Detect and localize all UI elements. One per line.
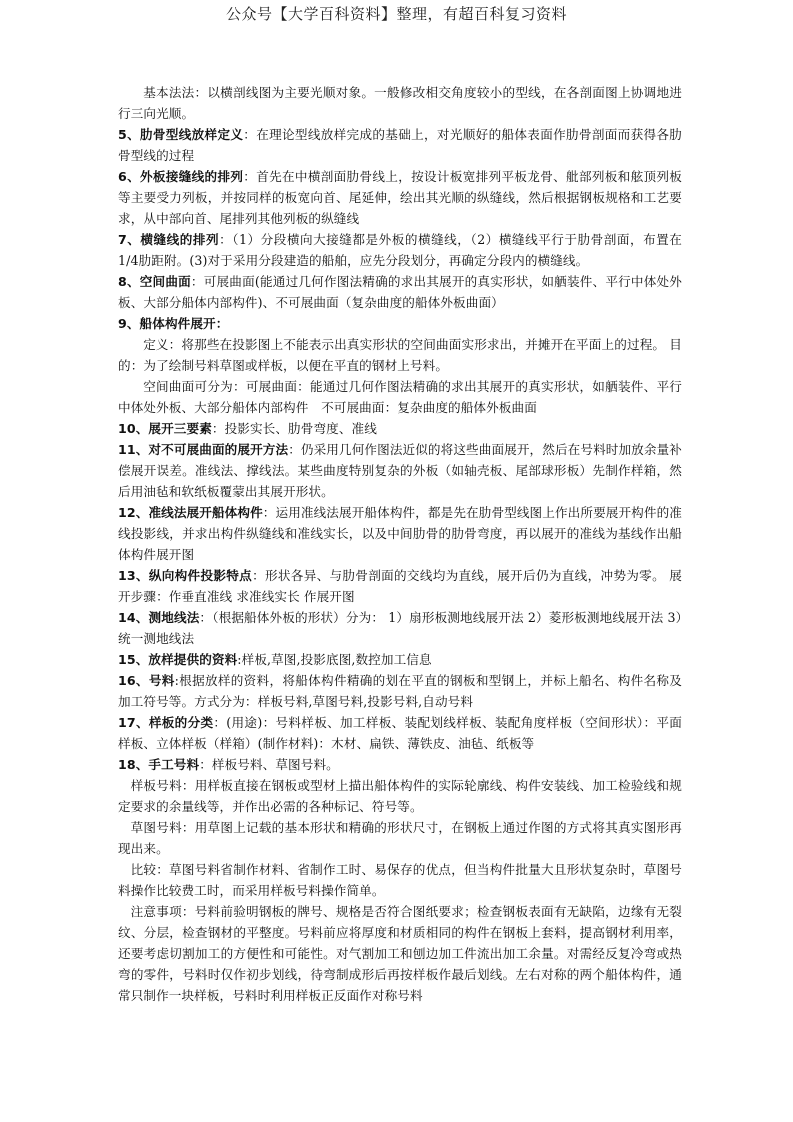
paragraph-text: ：运用准线法展开船体构件，都是先在肋骨型线图上作出所要展开构件的准线投影线，并求出构件纵缝线和准线实长，以及中间肋骨的肋骨弯度，再以展开的准线为基线作出船体构件展开图 bbox=[118, 505, 682, 562]
paragraph-text: :样板,草图,投影底图,数控加工信息 bbox=[237, 652, 432, 667]
section-heading: 13、纵向构件投影特点 bbox=[118, 568, 253, 583]
paragraph bbox=[118, 670, 682, 712]
paragraph bbox=[118, 817, 682, 859]
section-heading: 6、外板接缝线的排列 bbox=[118, 169, 244, 184]
paragraph-text: ：（根据船体外板的形状）分为： 1）扇形板测地线展开法 2）菱形板测地线展开法 3）统一测地线法 bbox=[118, 610, 682, 646]
paragraph-text: 定义：将那些在投影图上不能表示出真实形状的空间曲面实形求出，并摊开在平面上的过程。 目的：为了绘制号料草图或样板，以便在平直的钢材上号料。 bbox=[118, 337, 682, 373]
section-heading: 8、空间曲面 bbox=[118, 274, 191, 289]
page-header: 公众号【大学百科资料】整理，有超百科复习资料 bbox=[225, 5, 567, 23]
paragraph-text: ：样板号料、草图号料。 bbox=[199, 757, 339, 772]
paragraph bbox=[118, 376, 682, 418]
paragraph-text: 基本法法：以横剖线图为主要光顺对象。一般修改相交角度较小的型线，在各剖面图上协调地进行三向光顺。 bbox=[118, 85, 682, 121]
section-heading: 7、横缝线的排列 bbox=[118, 232, 220, 247]
paragraph-text: ：形状各异、与肋骨剖面的交线均为直线，展开后仍为直线，冲势为零。 展开步骤：作垂直准线 求准线实长 作展开图 bbox=[118, 568, 682, 604]
paragraph-text: 草图号料：用草图上记载的基本形状和精确的形状尺寸，在钢板上通过作图的方式将其真实图形再现出来。 bbox=[118, 820, 682, 856]
section-heading: 10、展开三要素 bbox=[118, 421, 212, 436]
paragraph bbox=[118, 775, 682, 817]
paragraph bbox=[118, 418, 682, 439]
paragraph-text: 注意事项：号料前验明钢板的牌号、规格是否符合图纸要求；检查钢板表面有无缺陷，边缘有无裂纹、分层，检查钢材的平整度。号料前应将厚度和材质相同的构件在钢板上套料，提高钢材利用率，还要考虑切割加工的方便性和可能性。对气割加工和刨边加工件流出加工余量。对需经反复冷弯或热弯的零件，号料时仅作初步划线，待弯制成形后再按样板作最后划线。左右对称的两个船体构件，通常只制作一块样板，号料时利用样板正反面作对称号料 bbox=[118, 904, 682, 1003]
paragraph-text: ：可展曲面(能通过几何作图法精确的求出其展开的真实形状，如舾装件、平行中体处外板、大部分船体内部构件)、不可展曲面（复杂曲度的船体外板曲面） bbox=[118, 274, 682, 310]
paragraph-text: ：首先在中横剖面肋骨线上，按设计板宽排列平板龙骨、舭部列板和舷顶列板等主要受力列板，并按同样的板宽向首、尾延伸，绘出其光顺的纵缝线，然后根据钢板规格和工艺要求，从中部向首、尾排列其他列板的纵缝线 bbox=[118, 169, 683, 226]
section-heading: 16、号料 bbox=[118, 673, 175, 688]
paragraph bbox=[118, 502, 682, 565]
paragraph bbox=[118, 439, 682, 502]
paragraph bbox=[118, 565, 682, 607]
paragraph-text: ：（1）分段横向大接缝都是外板的横缝线，（2）横缝线平行于肋骨剖面，布置在1/4肋距附。(3)对于采用分段建造的船舶，应先分段划分，再确定分段内的横缝线。 bbox=[118, 232, 682, 268]
paragraph bbox=[118, 124, 682, 166]
section-heading: 5、肋骨型线放样定义 bbox=[118, 127, 244, 142]
section-heading: 11、对不可展曲面的展开方法 bbox=[118, 442, 289, 457]
paragraph bbox=[118, 901, 682, 1006]
section-heading: 14、测地线法 bbox=[118, 610, 200, 625]
paragraph bbox=[118, 313, 682, 334]
paragraph bbox=[118, 271, 682, 313]
paragraph-text: ：投影实长、肋骨弯度、准线 bbox=[211, 421, 377, 436]
paragraph bbox=[118, 166, 682, 229]
paragraph-text: :根据放样的资料，将船体构件精确的划在平直的钢板和型钢上，并标上船名、构件名称及加工符号等。方式分为：样板号料,草图号料,投影号料,自动号料 bbox=[118, 673, 682, 709]
paragraph bbox=[118, 334, 682, 376]
paragraph-text: 比较：草图号料省制作材料、省制作工时、易保存的优点，但当构件批量大且形状复杂时，草图号料操作比较费工时，而采用样板号料操作简单。 bbox=[118, 862, 682, 898]
paragraph bbox=[118, 649, 682, 670]
section-heading: 17、样板的分类 bbox=[118, 715, 214, 730]
section-heading: 15、放样提供的资料 bbox=[118, 652, 238, 667]
paragraph bbox=[118, 859, 682, 901]
paragraph-text: ：仍采用几何作图法近似的将这些曲面展开，然后在号料时加放余量补偿展开误差。准线法、撑线法。某些曲度特别复杂的外板（如轴壳板、尾部球形板）先制作样箱，然后用油毡和软纸板覆蒙出其展开形状。 bbox=[118, 442, 682, 499]
section-heading: 18、手工号料 bbox=[118, 757, 200, 772]
paragraph bbox=[118, 712, 682, 754]
paragraph-text: 样板号料：用样板直接在钢板或型材上描出船体构件的实际轮廓线、构件安装线、加工检验线和规定要求的余量线等，并作出必需的各种标记、符号等。 bbox=[118, 778, 682, 814]
paragraph bbox=[118, 229, 682, 271]
paragraph bbox=[118, 607, 682, 649]
paragraph-text: ：(用途)：号料样板、加工样板、装配划线样板、装配角度样板（空间形状）：平面样板、立体样板（样箱）(制作材料)：木材、扁铁、薄铁皮、油毡、纸板等 bbox=[118, 715, 683, 751]
section-heading: 12、准线法展开船体构件 bbox=[118, 505, 263, 520]
paragraph bbox=[118, 754, 682, 775]
paragraph bbox=[118, 82, 682, 124]
paragraph-text: ：在理论型线放样完成的基础上，对光顺好的船体表面作肋骨剖面而获得各肋骨型线的过程 bbox=[118, 127, 683, 163]
document-body bbox=[118, 82, 682, 1006]
section-heading: 9、船体构件展开： bbox=[118, 316, 229, 331]
paragraph-text: 空间曲面可分为：可展曲面：能通过几何作图法精确的求出其展开的真实形状，如舾装件、平行中体处外板、大部分船体内部构件 不可展曲面：复杂曲度的船体外板曲面 bbox=[118, 379, 682, 415]
